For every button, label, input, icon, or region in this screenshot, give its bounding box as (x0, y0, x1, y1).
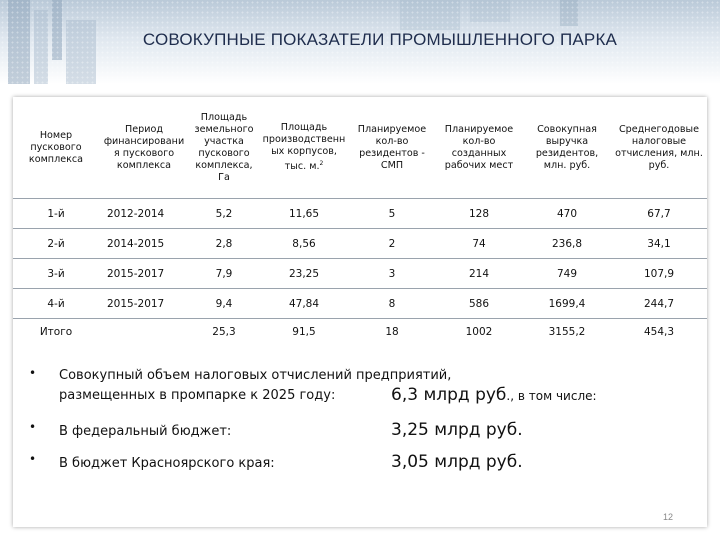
table-cell: 5 (349, 199, 435, 229)
table-row (13, 289, 707, 319)
bullet-text-line: размещенных в промпарке к 2025 году: (59, 388, 336, 403)
table-cell (99, 319, 189, 346)
total-tax-suffix: ., в том числе: (506, 389, 597, 403)
col-header: Планируемое кол-во созданных рабочих мест (444, 123, 514, 171)
table-cell: 7,9 (189, 259, 259, 289)
table-cell: 2014-2015 (99, 229, 189, 259)
total-tax-amount: 6,3 млрд руб (391, 385, 507, 405)
col-header: Номер пускового комплекса (28, 129, 84, 165)
table-cell: 586 (435, 289, 523, 319)
table-header-row (13, 97, 707, 199)
table-cell: 5,2 (189, 199, 259, 229)
table-cell: 244,7 (611, 289, 707, 319)
table-cell: 3155,2 (523, 319, 611, 346)
table-cell: 9,4 (189, 289, 259, 319)
table-cell: 214 (435, 259, 523, 289)
table-cell: 749 (523, 259, 611, 289)
bullet-marker: • (29, 366, 37, 380)
table-cell: 67,7 (611, 199, 707, 229)
col-header: Совокупная выручка резидентов, млн. руб. (535, 123, 599, 171)
table-cell: 91,5 (259, 319, 349, 346)
page-number: 12 (663, 512, 674, 522)
table-cell: Итого (13, 319, 99, 346)
table-cell: 107,9 (611, 259, 707, 289)
table-cell: 2012-2014 (99, 199, 189, 229)
federal-value: 3,25 млрд руб. (391, 420, 523, 440)
col-header: Период финансировани я пускового комплекса (103, 123, 185, 171)
table-cell: 1002 (435, 319, 523, 346)
table-cell: 128 (435, 199, 523, 229)
table-cell: 2015-2017 (99, 289, 189, 319)
table-cell: 34,1 (611, 229, 707, 259)
table-cell: 2,8 (189, 229, 259, 259)
table-cell: 470 (523, 199, 611, 229)
table-cell: 454,3 (611, 319, 707, 346)
table-cell: 236,8 (523, 229, 611, 259)
bullet-marker: • (29, 452, 37, 466)
table-total-row (13, 319, 707, 346)
table-cell: 2015-2017 (99, 259, 189, 289)
bullet-text-line: Совокупный объем налоговых отчислений предприятий, (59, 368, 452, 383)
table-cell: 3-й (13, 259, 99, 289)
col-header: Площадь земельного участка пускового комплекса, Га (194, 111, 254, 183)
table-cell: 47,84 (259, 289, 349, 319)
total-tax-value (391, 385, 597, 405)
table-cell: 1699,4 (523, 289, 611, 319)
table-cell: 1-й (13, 199, 99, 229)
page-title: СОВОКУПНЫЕ ПОКАЗАТЕЛИ ПРОМЫШЛЕННОГО ПАРКА (142, 30, 618, 49)
regional-value: 3,05 млрд руб. (391, 452, 523, 472)
indicators-table (13, 97, 707, 345)
bullet-marker: • (29, 420, 37, 434)
col-header: Планируемое кол-во резидентов - СМП (357, 123, 427, 171)
bullet-text: В бюджет Красноярского края: (59, 456, 275, 471)
table-row (13, 259, 707, 289)
table-cell: 11,65 (259, 199, 349, 229)
table-cell: 23,25 (259, 259, 349, 289)
table-cell: 25,3 (189, 319, 259, 346)
col-header-text: Площадь производственн ых корпусов, тыс. м. (262, 121, 346, 173)
table-row (13, 199, 707, 229)
col-header (259, 97, 349, 199)
table-cell: 8,56 (259, 229, 349, 259)
table-cell: 2 (349, 229, 435, 259)
superscript: 2 (319, 159, 324, 167)
table-cell: 8 (349, 289, 435, 319)
table-row (13, 229, 707, 259)
header-banner (0, 0, 720, 84)
table-cell: 74 (435, 229, 523, 259)
table-cell: 4-й (13, 289, 99, 319)
col-header: Среднегодовые налоговые отчисления, млн. руб. (615, 123, 703, 171)
bullet-text: В федеральный бюджет: (59, 424, 232, 439)
table-cell: 2-й (13, 229, 99, 259)
table-cell: 18 (349, 319, 435, 346)
table-cell: 3 (349, 259, 435, 289)
